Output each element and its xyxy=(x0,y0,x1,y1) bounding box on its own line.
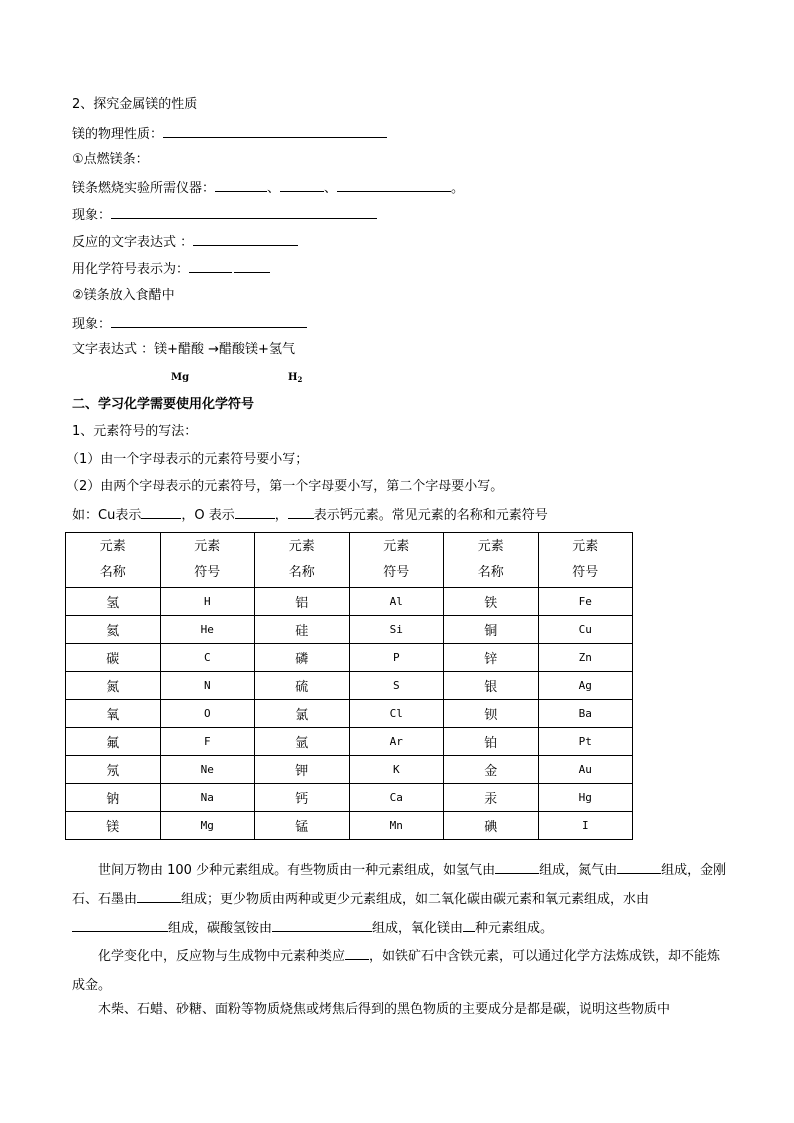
element-symbol-cell: P xyxy=(349,644,444,672)
element-symbol-cell: Au xyxy=(538,756,633,784)
instruments-label: 镁条燃烧实验所需仪器： xyxy=(72,181,216,196)
carbon-form-blank[interactable] xyxy=(137,889,181,903)
table-row xyxy=(66,812,633,840)
ca-blank[interactable] xyxy=(288,505,314,519)
period: 。 xyxy=(451,181,465,196)
example-line xyxy=(72,505,548,525)
cu-blank[interactable] xyxy=(141,505,181,519)
element-name-cell: 镁 xyxy=(66,812,161,840)
element-name-cell: 氖 xyxy=(66,756,161,784)
element-name-cell: 钙 xyxy=(255,784,350,812)
table-header-row xyxy=(66,533,633,588)
element-name-cell: 钡 xyxy=(444,700,539,728)
symbol-equation-label: 用化学符号表示为： xyxy=(72,262,190,277)
separator: 、 xyxy=(324,181,338,196)
table-row xyxy=(66,700,633,728)
phenomenon-line xyxy=(72,205,377,225)
element-symbol-cell: K xyxy=(349,756,444,784)
element-symbol-cell: Zn xyxy=(538,644,633,672)
ammonium-bicarbonate-blank[interactable] xyxy=(272,918,372,932)
example-text-b: ，O 表示 xyxy=(181,508,235,523)
table-row xyxy=(66,728,633,756)
element-symbol-cell: Cu xyxy=(538,616,633,644)
formula-h2 xyxy=(288,372,302,384)
element-symbol-cell: Fe xyxy=(538,588,633,616)
element-symbol-cell: Mn xyxy=(349,812,444,840)
word-equation-blank[interactable] xyxy=(193,232,298,246)
ignite-title: ①点燃镁条： xyxy=(72,152,149,167)
element-symbol-cell: Mg xyxy=(160,812,255,840)
paragraph-elements: 世间万物由 100 少种元素组成。有些物质由一种元素组成，如氢气由 组成，氮气由 组成，金刚石、石墨由 组成；更少物质由两种或更少元素组成，如二氧化碳由碳元素和氧元素组成，水由组成，碳酸氢铵由 组成，氧化镁由 种元素组成。 xyxy=(72,856,732,943)
element-name-cell: 氩 xyxy=(255,728,350,756)
element-name-cell: 锰 xyxy=(255,812,350,840)
rule-1: （1）由一个字母表示的元素符号要小写； xyxy=(66,452,309,467)
element-symbol-cell: C xyxy=(160,644,255,672)
header-cell: 元素 名称 xyxy=(444,533,539,588)
element-table xyxy=(65,532,633,840)
o-blank[interactable] xyxy=(235,505,275,519)
instrument-blank-2[interactable] xyxy=(280,178,324,192)
element-name-cell: 银 xyxy=(444,672,539,700)
instrument-blank-3[interactable] xyxy=(337,178,451,192)
physical-property-label: 镁的物理性质： xyxy=(72,127,164,142)
element-name-cell: 氯 xyxy=(255,700,350,728)
element-symbol-cell: Ne xyxy=(160,756,255,784)
nitrogen-blank[interactable] xyxy=(617,860,661,874)
element-name-cell: 氮 xyxy=(66,672,161,700)
element-symbol-cell: H xyxy=(160,588,255,616)
magnesium-oxide-blank[interactable] xyxy=(463,918,475,932)
header-cell: 元素 名称 xyxy=(255,533,350,588)
header-cell: 元素 符号 xyxy=(160,533,255,588)
element-name-cell: 硅 xyxy=(255,616,350,644)
table-row xyxy=(66,644,633,672)
physical-property-line xyxy=(72,124,387,144)
table-row xyxy=(66,672,633,700)
element-name-cell: 钾 xyxy=(255,756,350,784)
element-symbol-cell: Ca xyxy=(349,784,444,812)
formula-h2-letter: H xyxy=(288,372,298,383)
element-symbol-cell: Na xyxy=(160,784,255,812)
vinegar-title: ②镁条放入食醋中 xyxy=(72,288,175,303)
separator: 、 xyxy=(267,181,281,196)
paragraph-carbon: 木柴、石蜡、砂糖、面粉等物质烧焦或烤焦后得到的黑色物质的主要成分是都是碳，说明这些物质中 xyxy=(98,1002,671,1017)
text-equation: 文字表达式 ：镁+醋酸 →醋酸镁+氢气 xyxy=(72,342,295,357)
table-row xyxy=(66,588,633,616)
element-symbol-cell: S xyxy=(349,672,444,700)
element-name-cell: 钠 xyxy=(66,784,161,812)
element-name-cell: 碘 xyxy=(444,812,539,840)
paragraph-conservation: 化学变化中，反应物与生成物中元素种类应 ，如铁矿石中含铁元素，可以通过化学方法炼成铁，却不能炼成金。 xyxy=(72,942,732,1000)
element-symbol-cell: Ag xyxy=(538,672,633,700)
phenomenon-blank[interactable] xyxy=(111,205,377,219)
word-equation-label: 反应的文字表达式 ： xyxy=(72,235,194,250)
example-text-c: ， xyxy=(274,508,288,523)
element-name-cell: 铜 xyxy=(444,616,539,644)
element-symbol-cell: F xyxy=(160,728,255,756)
element-name-cell: 氦 xyxy=(66,616,161,644)
part-2-heading: 二、学习化学需要使用化学符号 xyxy=(72,397,255,412)
water-blank[interactable] xyxy=(72,918,168,932)
element-symbol-cell: N xyxy=(160,672,255,700)
symbol-equation-blank-1[interactable] xyxy=(189,259,232,273)
table-row xyxy=(66,756,633,784)
element-name-cell: 硫 xyxy=(255,672,350,700)
instrument-blank-1[interactable] xyxy=(215,178,267,192)
element-symbol-cell: Si xyxy=(349,616,444,644)
phenomenon2-label: 现象： xyxy=(72,317,112,332)
element-name-cell: 氟 xyxy=(66,728,161,756)
example-text-a: 如：Cu表示 xyxy=(72,508,142,523)
element-name-cell: 锌 xyxy=(444,644,539,672)
header-cell: 元素 符号 xyxy=(349,533,444,588)
phenomenon2-line xyxy=(72,314,307,334)
element-name-cell: 碳 xyxy=(66,644,161,672)
hydrogen-blank[interactable] xyxy=(495,860,539,874)
physical-property-blank[interactable] xyxy=(163,124,387,138)
phenomenon2-blank[interactable] xyxy=(111,314,307,328)
header-cell: 元素 符号 xyxy=(538,533,633,588)
section-2-title: 2、探究金属镁的性质 xyxy=(72,97,198,112)
element-name-cell: 磷 xyxy=(255,644,350,672)
element-name-cell: 氢 xyxy=(66,588,161,616)
element-symbol-cell: Al xyxy=(349,588,444,616)
table-row xyxy=(66,784,633,812)
rule-2: （2）由两个字母表示的元素符号，第一个字母要小写，第二个字母要小写。 xyxy=(66,479,504,494)
element-name-cell: 铝 xyxy=(255,588,350,616)
element-type-blank[interactable] xyxy=(345,946,369,960)
element-name-cell: 金 xyxy=(444,756,539,784)
element-symbol-cell: O xyxy=(160,700,255,728)
element-name-cell: 氧 xyxy=(66,700,161,728)
symbol-equation-line xyxy=(72,259,270,279)
element-name-cell: 铁 xyxy=(444,588,539,616)
element-symbol-cell: Cl xyxy=(349,700,444,728)
element-symbol-cell: I xyxy=(538,812,633,840)
element-symbol-cell: Pt xyxy=(538,728,633,756)
symbol-equation-blank-2[interactable] xyxy=(234,259,270,273)
instruments-line xyxy=(72,178,464,198)
rule-title: 1、元素符号的写法： xyxy=(72,424,198,439)
header-cell: 元素 名称 xyxy=(66,533,161,588)
formula-h2-subscript: 2 xyxy=(297,375,303,384)
word-equation-line xyxy=(72,232,298,252)
table-row xyxy=(66,616,633,644)
element-symbol-cell: He xyxy=(160,616,255,644)
phenomenon-label: 现象： xyxy=(72,208,112,223)
element-name-cell: 汞 xyxy=(444,784,539,812)
element-symbol-cell: Ba xyxy=(538,700,633,728)
element-symbol-cell: Hg xyxy=(538,784,633,812)
element-symbol-cell: Ar xyxy=(349,728,444,756)
example-text-d: 表示钙元素。常见元素的名称和元素符号 xyxy=(313,508,548,523)
formula-mg: Mg xyxy=(171,372,190,383)
element-name-cell: 铂 xyxy=(444,728,539,756)
